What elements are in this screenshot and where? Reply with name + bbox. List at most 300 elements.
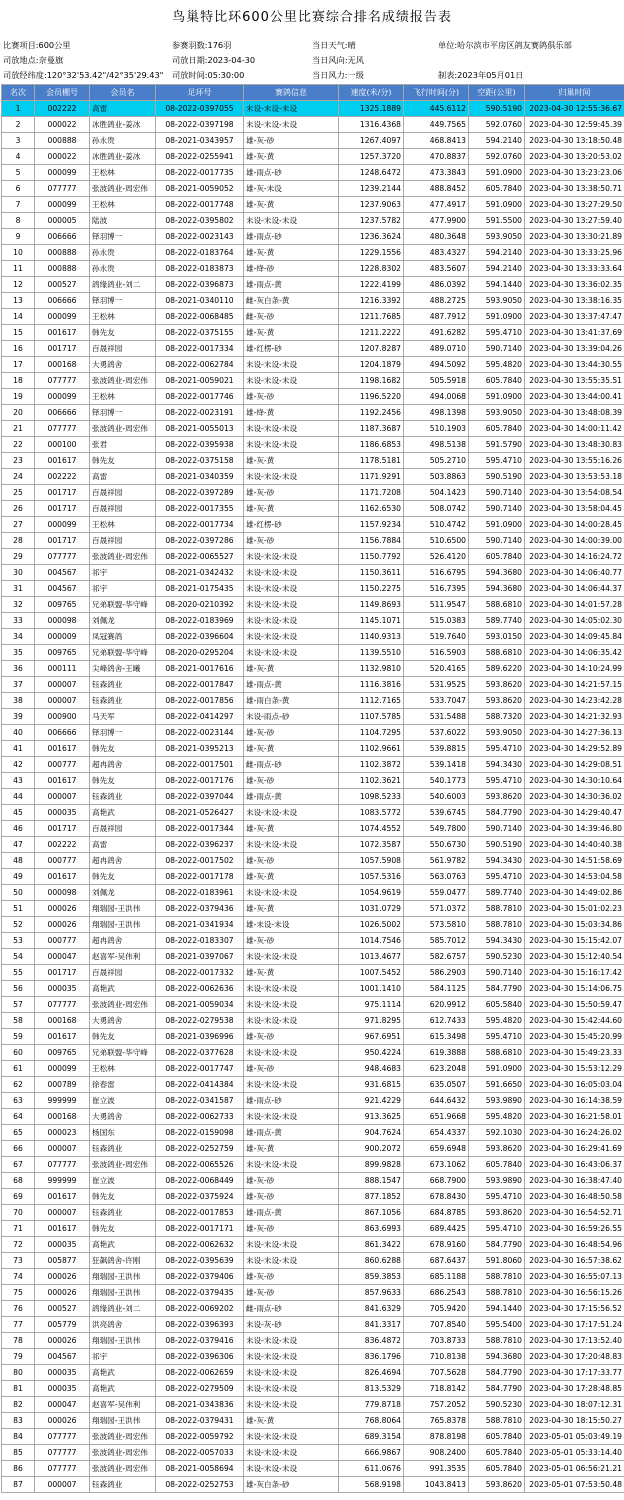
cell-rank: 16 bbox=[2, 341, 35, 357]
cell-loft-no: 000005 bbox=[35, 213, 90, 229]
cell-rank: 3 bbox=[2, 133, 35, 149]
cell-loft-no: 000527 bbox=[35, 277, 90, 293]
cell-flight-time: 511.9547 bbox=[404, 597, 469, 613]
wind-force: 当日风力:一级 bbox=[312, 70, 364, 80]
cell-loft-no: 000009 bbox=[35, 629, 90, 645]
cell-arrival-time: 2023-04-30 14:05:02.30 bbox=[525, 613, 624, 629]
cell-ring-no: 08-2022-0396604 bbox=[156, 629, 244, 645]
cell-speed: 857.9633 bbox=[339, 1285, 404, 1301]
cell-speed: 913.3625 bbox=[339, 1109, 404, 1125]
cell-flight-time: 505.2710 bbox=[404, 453, 469, 469]
cell-pigeon-info: 未设-未设-未设 bbox=[244, 805, 339, 821]
cell-member: 张波鸽业-周宏伟 bbox=[90, 1445, 156, 1461]
cell-distance: 590.7140 bbox=[469, 485, 525, 501]
cell-rank: 72 bbox=[2, 1237, 35, 1253]
cell-speed: 1083.5772 bbox=[339, 805, 404, 821]
cell-rank: 87 bbox=[2, 1477, 35, 1493]
release-time: 司放时间:05:30:00 bbox=[172, 70, 245, 80]
cell-speed: 1207.8287 bbox=[339, 341, 404, 357]
cell-ring-no: 08-2022-0062784 bbox=[156, 357, 244, 373]
cell-ring-no: 08-2022-0062659 bbox=[156, 1365, 244, 1381]
cell-rank: 35 bbox=[2, 645, 35, 661]
cell-arrival-time: 2023-04-30 15:14:06.75 bbox=[525, 981, 624, 997]
cell-distance: 592.0760 bbox=[469, 117, 525, 133]
table-row bbox=[2, 773, 624, 789]
cell-member: 高雷 bbox=[90, 469, 156, 485]
table-row bbox=[2, 133, 624, 149]
cell-distance: 605.7840 bbox=[469, 373, 525, 389]
cell-arrival-time: 2023-04-30 16:59:26.55 bbox=[525, 1221, 624, 1237]
table-row bbox=[2, 1013, 624, 1029]
table-row bbox=[2, 837, 624, 853]
cell-rank: 21 bbox=[2, 421, 35, 437]
cell-flight-time: 537.6022 bbox=[404, 725, 469, 741]
cell-flight-time: 540.6003 bbox=[404, 789, 469, 805]
cell-ring-no: 08-2021-0395213 bbox=[156, 741, 244, 757]
cell-rank: 76 bbox=[2, 1301, 35, 1317]
cell-member: 张波鸽业-周宏伟 bbox=[90, 1461, 156, 1477]
cell-member: 兄弟联盟-华守峰 bbox=[90, 645, 156, 661]
cell-rank: 69 bbox=[2, 1189, 35, 1205]
cell-ring-no: 08-2022-0068449 bbox=[156, 1173, 244, 1189]
weather: 当日天气:晴 bbox=[312, 40, 356, 50]
cell-arrival-time: 2023-04-30 18:07:12.31 bbox=[525, 1397, 624, 1413]
col-header-distance: 空距(公里) bbox=[469, 85, 525, 101]
table-row bbox=[2, 437, 624, 453]
cell-arrival-time: 2023-04-30 17:20:48.83 bbox=[525, 1349, 624, 1365]
cell-distance: 605.7840 bbox=[469, 421, 525, 437]
table-row bbox=[2, 869, 624, 885]
cell-pigeon-info: 未设-未设-未设 bbox=[244, 357, 339, 373]
cell-loft-no: 002222 bbox=[35, 469, 90, 485]
cell-arrival-time: 2023-04-30 17:17:33.77 bbox=[525, 1365, 624, 1381]
cell-rank: 47 bbox=[2, 837, 35, 853]
cell-flight-time: 659.6948 bbox=[404, 1141, 469, 1157]
cell-rank: 38 bbox=[2, 693, 35, 709]
cell-member: 张波鸽业-周宏伟 bbox=[90, 373, 156, 389]
cell-distance: 590.7140 bbox=[469, 965, 525, 981]
cell-pigeon-info: 雄-灰-砂 bbox=[244, 1173, 339, 1189]
cell-ring-no: 08-2022-0017746 bbox=[156, 389, 244, 405]
cell-loft-no: 009765 bbox=[35, 645, 90, 661]
cell-pigeon-info: 未设-未设-未设 bbox=[244, 629, 339, 645]
cell-flight-time: 516.7395 bbox=[404, 581, 469, 597]
cell-member: 翔瑞园-王洪伟 bbox=[90, 1333, 156, 1349]
cell-member: 王松林 bbox=[90, 389, 156, 405]
cell-flight-time: 563.0763 bbox=[404, 869, 469, 885]
cell-loft-no: 077777 bbox=[35, 1461, 90, 1477]
cell-flight-time: 635.0507 bbox=[404, 1077, 469, 1093]
cell-speed: 1157.9234 bbox=[339, 517, 404, 533]
cell-member: 韩先友 bbox=[90, 1029, 156, 1045]
cell-arrival-time: 2023-04-30 13:27:59.40 bbox=[525, 213, 624, 229]
cell-distance: 590.7140 bbox=[469, 341, 525, 357]
cell-flight-time: 620.9912 bbox=[404, 997, 469, 1013]
cell-pigeon-info: 未设-未设-未设 bbox=[244, 1253, 339, 1269]
cell-distance: 593.9050 bbox=[469, 293, 525, 309]
cell-speed: 1102.3872 bbox=[339, 757, 404, 773]
cell-arrival-time: 2023-04-30 13:48:30.83 bbox=[525, 437, 624, 453]
cell-arrival-time: 2023-04-30 16:48:50.58 bbox=[525, 1189, 624, 1205]
cell-distance: 595.4710 bbox=[469, 1189, 525, 1205]
cell-member: 翔瑞园-王洪伟 bbox=[90, 1413, 156, 1429]
cell-loft-no: 000900 bbox=[35, 709, 90, 725]
cell-member: 铎羽博一 bbox=[90, 229, 156, 245]
cell-flight-time: 540.1773 bbox=[404, 773, 469, 789]
cell-flight-time: 515.0383 bbox=[404, 613, 469, 629]
table-row bbox=[2, 581, 624, 597]
cell-flight-time: 689.4425 bbox=[404, 1221, 469, 1237]
table-row bbox=[2, 613, 624, 629]
cell-distance: 593.9890 bbox=[469, 1093, 525, 1109]
cell-rank: 40 bbox=[2, 725, 35, 741]
cell-rank: 2 bbox=[2, 117, 35, 133]
table-row bbox=[2, 741, 624, 757]
cell-speed: 1112.7165 bbox=[339, 693, 404, 709]
cell-speed: 1186.6853 bbox=[339, 437, 404, 453]
cell-ring-no: 08-2022-0017334 bbox=[156, 341, 244, 357]
cell-rank: 4 bbox=[2, 149, 35, 165]
cell-speed: 1178.5181 bbox=[339, 453, 404, 469]
cell-distance: 594.3430 bbox=[469, 757, 525, 773]
cell-loft-no: 009765 bbox=[35, 1045, 90, 1061]
cell-arrival-time: 2023-04-30 14:00:39.00 bbox=[525, 533, 624, 549]
col-header-speed: 速度(米/分) bbox=[339, 85, 404, 101]
cell-loft-no: 006666 bbox=[35, 405, 90, 421]
cell-rank: 78 bbox=[2, 1333, 35, 1349]
cell-rank: 27 bbox=[2, 517, 35, 533]
cell-loft-no: 001617 bbox=[35, 453, 90, 469]
cell-distance: 588.6810 bbox=[469, 645, 525, 661]
cell-speed: 859.3853 bbox=[339, 1269, 404, 1285]
cell-rank: 79 bbox=[2, 1349, 35, 1365]
cell-speed: 1216.3392 bbox=[339, 293, 404, 309]
cell-speed: 689.3154 bbox=[339, 1429, 404, 1445]
cell-arrival-time: 2023-04-30 16:56:15.26 bbox=[525, 1285, 624, 1301]
cell-rank: 5 bbox=[2, 165, 35, 181]
cell-ring-no: 08-2021-0342432 bbox=[156, 565, 244, 581]
cell-flight-time: 503.8863 bbox=[404, 469, 469, 485]
cell-loft-no: 077777 bbox=[35, 1429, 90, 1445]
cell-ring-no: 08-2022-0017171 bbox=[156, 1221, 244, 1237]
cell-member: 张波鸽业-周宏伟 bbox=[90, 549, 156, 565]
cell-speed: 1102.9661 bbox=[339, 741, 404, 757]
cell-flight-time: 494.0068 bbox=[404, 389, 469, 405]
table-row bbox=[2, 1157, 624, 1173]
cell-arrival-time: 2023-04-30 13:27:29.50 bbox=[525, 197, 624, 213]
cell-arrival-time: 2023-04-30 12:55:36.67 bbox=[525, 101, 624, 117]
cell-speed: 1150.2275 bbox=[339, 581, 404, 597]
cell-rank: 49 bbox=[2, 869, 35, 885]
cell-member: 超冉鸽舍 bbox=[90, 853, 156, 869]
cell-ring-no: 08-2022-0062733 bbox=[156, 1109, 244, 1125]
cell-distance: 590.5190 bbox=[469, 469, 525, 485]
cell-loft-no: 002222 bbox=[35, 101, 90, 117]
table-row bbox=[2, 885, 624, 901]
cell-rank: 80 bbox=[2, 1365, 35, 1381]
cell-speed: 1104.7295 bbox=[339, 725, 404, 741]
cell-rank: 51 bbox=[2, 901, 35, 917]
table-row bbox=[2, 149, 624, 165]
cell-loft-no: 000007 bbox=[35, 1141, 90, 1157]
cell-speed: 1192.2456 bbox=[339, 405, 404, 421]
cell-ring-no: 08-2022-0396237 bbox=[156, 837, 244, 853]
table-row bbox=[2, 1397, 624, 1413]
cell-loft-no: 006666 bbox=[35, 293, 90, 309]
cell-rank: 39 bbox=[2, 709, 35, 725]
cell-pigeon-info: 未设-未设-未设 bbox=[244, 117, 339, 133]
cell-rank: 81 bbox=[2, 1381, 35, 1397]
cell-ring-no: 08-2022-0397044 bbox=[156, 789, 244, 805]
cell-member: 王松林 bbox=[90, 197, 156, 213]
ranking-table bbox=[1, 84, 624, 1493]
cell-member: 兄弟联盟-华守峰 bbox=[90, 1045, 156, 1061]
cell-member: 孙永贵 bbox=[90, 261, 156, 277]
cell-flight-time: 486.0392 bbox=[404, 277, 469, 293]
cell-pigeon-info: 雄-红楞-砂 bbox=[244, 341, 339, 357]
cell-pigeon-info: 雄-未设-未设 bbox=[244, 917, 339, 933]
cell-arrival-time: 2023-04-30 14:51:58.69 bbox=[525, 853, 624, 869]
cell-rank: 26 bbox=[2, 501, 35, 517]
col-header-rank: 名次 bbox=[2, 85, 35, 101]
cell-member: 陆波 bbox=[90, 213, 156, 229]
cell-loft-no: 000777 bbox=[35, 853, 90, 869]
cell-ring-no: 08-2022-0159098 bbox=[156, 1125, 244, 1141]
cell-speed: 1325.1889 bbox=[339, 101, 404, 117]
cell-arrival-time: 2023-04-30 14:29:40.47 bbox=[525, 805, 624, 821]
table-row bbox=[2, 1125, 624, 1141]
cell-speed: 1267.4097 bbox=[339, 133, 404, 149]
cell-loft-no: 001617 bbox=[35, 1221, 90, 1237]
cell-flight-time: 504.1423 bbox=[404, 485, 469, 501]
cell-member: 赵喜军-吴伟利 bbox=[90, 949, 156, 965]
cell-flight-time: 510.6500 bbox=[404, 533, 469, 549]
cell-pigeon-info: 雄-雨白条-黄 bbox=[244, 693, 339, 709]
cell-loft-no: 000035 bbox=[35, 1237, 90, 1253]
cell-loft-no: 001717 bbox=[35, 341, 90, 357]
table-row bbox=[2, 1365, 624, 1381]
cell-speed: 666.9867 bbox=[339, 1445, 404, 1461]
cell-flight-time: 491.6282 bbox=[404, 325, 469, 341]
table-row bbox=[2, 549, 624, 565]
cell-arrival-time: 2023-04-30 14:16:24.72 bbox=[525, 549, 624, 565]
table-row bbox=[2, 821, 624, 837]
cell-pigeon-info: 雄-灰-砂 bbox=[244, 725, 339, 741]
cell-arrival-time: 2023-04-30 14:30:36.02 bbox=[525, 789, 624, 805]
cell-rank: 36 bbox=[2, 661, 35, 677]
cell-rank: 60 bbox=[2, 1045, 35, 1061]
cell-distance: 595.5400 bbox=[469, 1317, 525, 1333]
cell-flight-time: 619.3888 bbox=[404, 1045, 469, 1061]
table-row bbox=[2, 1221, 624, 1237]
cell-rank: 20 bbox=[2, 405, 35, 421]
cell-flight-time: 494.5092 bbox=[404, 357, 469, 373]
cell-arrival-time: 2023-04-30 17:13:52.40 bbox=[525, 1333, 624, 1349]
cell-pigeon-info: 未设-未设-未设 bbox=[244, 1365, 339, 1381]
cell-flight-time: 718.8142 bbox=[404, 1381, 469, 1397]
cell-member: 百晟祥园 bbox=[90, 821, 156, 837]
cell-pigeon-info: 未设-未设-未设 bbox=[244, 1397, 339, 1413]
cell-member: 翔瑞园-王洪伟 bbox=[90, 1285, 156, 1301]
cell-distance: 588.6810 bbox=[469, 1045, 525, 1061]
table-row bbox=[2, 645, 624, 661]
cell-member: 赵喜军-吴伟利 bbox=[90, 1397, 156, 1413]
cell-flight-time: 510.1903 bbox=[404, 421, 469, 437]
cell-pigeon-info: 雄-绛-砂 bbox=[244, 261, 339, 277]
cell-rank: 23 bbox=[2, 453, 35, 469]
cell-ring-no: 08-2022-0017344 bbox=[156, 821, 244, 837]
cell-speed: 1239.2144 bbox=[339, 181, 404, 197]
col-header-pigeon-info: 赛鸽信息 bbox=[244, 85, 339, 101]
cell-flight-time: 765.8378 bbox=[404, 1413, 469, 1429]
cell-loft-no: 000888 bbox=[35, 133, 90, 149]
cell-pigeon-info: 未设-未设-未设 bbox=[244, 1237, 339, 1253]
cell-speed: 921.4229 bbox=[339, 1093, 404, 1109]
cell-member: 钰森鸽业 bbox=[90, 789, 156, 805]
cell-ring-no: 08-2022-0375158 bbox=[156, 453, 244, 469]
cell-loft-no: 005877 bbox=[35, 1253, 90, 1269]
cell-arrival-time: 2023-04-30 12:59:45.39 bbox=[525, 117, 624, 133]
cell-arrival-time: 2023-04-30 16:14:38.59 bbox=[525, 1093, 624, 1109]
cell-flight-time: 498.1398 bbox=[404, 405, 469, 421]
cell-loft-no: 001617 bbox=[35, 741, 90, 757]
cell-member: 韩先友 bbox=[90, 741, 156, 757]
cell-speed: 1007.5452 bbox=[339, 965, 404, 981]
cell-distance: 595.4710 bbox=[469, 869, 525, 885]
cell-arrival-time: 2023-04-30 13:44:00.41 bbox=[525, 389, 624, 405]
cell-ring-no: 08-2022-0017853 bbox=[156, 1205, 244, 1221]
cell-loft-no: 000026 bbox=[35, 901, 90, 917]
cell-speed: 971.8295 bbox=[339, 1013, 404, 1029]
cell-arrival-time: 2023-04-30 15:01:02.23 bbox=[525, 901, 624, 917]
cell-member: 尖峰鸽舍-王曦 bbox=[90, 661, 156, 677]
cell-ring-no: 08-2022-0379431 bbox=[156, 1413, 244, 1429]
cell-arrival-time: 2023-04-30 14:29:52.89 bbox=[525, 741, 624, 757]
cell-pigeon-info: 雄-灰-黄 bbox=[244, 869, 339, 885]
cell-loft-no: 001617 bbox=[35, 869, 90, 885]
cell-pigeon-info: 雄-灰-黄 bbox=[244, 1413, 339, 1429]
cell-member: 马天军 bbox=[90, 709, 156, 725]
cell-pigeon-info: 雄-灰-砂 bbox=[244, 533, 339, 549]
cell-distance: 588.7810 bbox=[469, 901, 525, 917]
cell-pigeon-info: 雄-雨点-黄 bbox=[244, 677, 339, 693]
cell-distance: 605.7840 bbox=[469, 1429, 525, 1445]
cell-pigeon-info: 雄-红楞-砂 bbox=[244, 517, 339, 533]
cell-arrival-time: 2023-04-30 14:53:04.58 bbox=[525, 869, 624, 885]
cell-member: 祁宇 bbox=[90, 1349, 156, 1365]
cell-arrival-time: 2023-05-01 05:33:14.40 bbox=[525, 1445, 624, 1461]
cell-member: 翔瑞园-王洪伟 bbox=[90, 917, 156, 933]
cell-ring-no: 08-2021-0017616 bbox=[156, 661, 244, 677]
cell-distance: 590.7140 bbox=[469, 501, 525, 517]
cell-arrival-time: 2023-04-30 17:15:56.52 bbox=[525, 1301, 624, 1317]
cell-speed: 1132.9810 bbox=[339, 661, 404, 677]
cell-arrival-time: 2023-04-30 15:15:42.07 bbox=[525, 933, 624, 949]
table-row bbox=[2, 661, 624, 677]
cell-ring-no: 08-2021-0055013 bbox=[156, 421, 244, 437]
cell-pigeon-info: 雌-灰-砂 bbox=[244, 309, 339, 325]
cell-rank: 34 bbox=[2, 629, 35, 645]
cell-speed: 1098.5233 bbox=[339, 789, 404, 805]
cell-pigeon-info: 未设-未设-未设 bbox=[244, 885, 339, 901]
cell-rank: 64 bbox=[2, 1109, 35, 1125]
cell-member: 张波鸽业-周宏伟 bbox=[90, 1157, 156, 1173]
cell-member: 韩先友 bbox=[90, 1221, 156, 1237]
cell-pigeon-info: 未设-未设-未设 bbox=[244, 469, 339, 485]
cell-distance: 592.1030 bbox=[469, 1125, 525, 1141]
cell-ring-no: 08-2022-0023143 bbox=[156, 229, 244, 245]
cell-arrival-time: 2023-04-30 13:33:33.64 bbox=[525, 261, 624, 277]
cell-speed: 568.9198 bbox=[339, 1477, 404, 1493]
table-row bbox=[2, 725, 624, 741]
cell-loft-no: 000099 bbox=[35, 1061, 90, 1077]
cell-distance: 584.7790 bbox=[469, 1237, 525, 1253]
cell-speed: 1257.3720 bbox=[339, 149, 404, 165]
cell-loft-no: 001617 bbox=[35, 773, 90, 789]
cell-ring-no: 08-2022-0252759 bbox=[156, 1141, 244, 1157]
table-row bbox=[2, 1173, 624, 1189]
cell-flight-time: 686.2543 bbox=[404, 1285, 469, 1301]
cell-arrival-time: 2023-04-30 17:17:51.24 bbox=[525, 1317, 624, 1333]
cell-distance: 588.7320 bbox=[469, 709, 525, 725]
cell-arrival-time: 2023-04-30 16:24:26.02 bbox=[525, 1125, 624, 1141]
table-body bbox=[2, 101, 624, 1493]
table-row bbox=[2, 853, 624, 869]
cell-member: 崔立波 bbox=[90, 1173, 156, 1189]
cell-rank: 8 bbox=[2, 213, 35, 229]
cell-arrival-time: 2023-04-30 14:00:28.45 bbox=[525, 517, 624, 533]
cell-ring-no: 08-2022-0395938 bbox=[156, 437, 244, 453]
cell-ring-no: 08-2021-0341934 bbox=[156, 917, 244, 933]
cell-flight-time: 668.7900 bbox=[404, 1173, 469, 1189]
cell-arrival-time: 2023-04-30 13:55:16.26 bbox=[525, 453, 624, 469]
cell-member: 王松林 bbox=[90, 517, 156, 533]
cell-arrival-time: 2023-04-30 13:37:47.47 bbox=[525, 309, 624, 325]
cell-pigeon-info: 雄-灰-黄 bbox=[244, 661, 339, 677]
cell-distance: 589.7740 bbox=[469, 885, 525, 901]
cell-pigeon-info: 雄-灰-砂 bbox=[244, 933, 339, 949]
cell-arrival-time: 2023-05-01 07:53:50.48 bbox=[525, 1477, 624, 1493]
cell-rank: 63 bbox=[2, 1093, 35, 1109]
cell-loft-no: 000026 bbox=[35, 1333, 90, 1349]
cell-member: 鸽缘鸽业-刘二 bbox=[90, 1301, 156, 1317]
cell-member: 高雷 bbox=[90, 101, 156, 117]
cell-ring-no: 08-2022-0377628 bbox=[156, 1045, 244, 1061]
cell-member: 大勇鸽舍 bbox=[90, 1013, 156, 1029]
cell-ring-no: 08-2022-0062632 bbox=[156, 1237, 244, 1253]
cell-speed: 1171.7208 bbox=[339, 485, 404, 501]
table-row bbox=[2, 1317, 624, 1333]
cell-pigeon-info: 未设-未设-未设 bbox=[244, 1077, 339, 1093]
table-row bbox=[2, 1429, 624, 1445]
cell-ring-no: 08-2022-0397198 bbox=[156, 117, 244, 133]
table-row bbox=[2, 901, 624, 917]
cell-distance: 594.3680 bbox=[469, 565, 525, 581]
cell-ring-no: 08-2021-0059052 bbox=[156, 181, 244, 197]
cell-member: 冰胜鸽业-姜冰 bbox=[90, 117, 156, 133]
cell-loft-no: 000047 bbox=[35, 949, 90, 965]
cell-arrival-time: 2023-04-30 14:49:02.86 bbox=[525, 885, 624, 901]
table-row bbox=[2, 1445, 624, 1461]
cell-speed: 1228.8302 bbox=[339, 261, 404, 277]
cell-arrival-time: 2023-04-30 15:45:20.99 bbox=[525, 1029, 624, 1045]
cell-member: 百晟祥园 bbox=[90, 485, 156, 501]
cell-distance: 605.5840 bbox=[469, 997, 525, 1013]
cell-distance: 595.4710 bbox=[469, 325, 525, 341]
cell-flight-time: 559.0477 bbox=[404, 885, 469, 901]
cell-flight-time: 757.2052 bbox=[404, 1397, 469, 1413]
cell-distance: 592.0760 bbox=[469, 149, 525, 165]
